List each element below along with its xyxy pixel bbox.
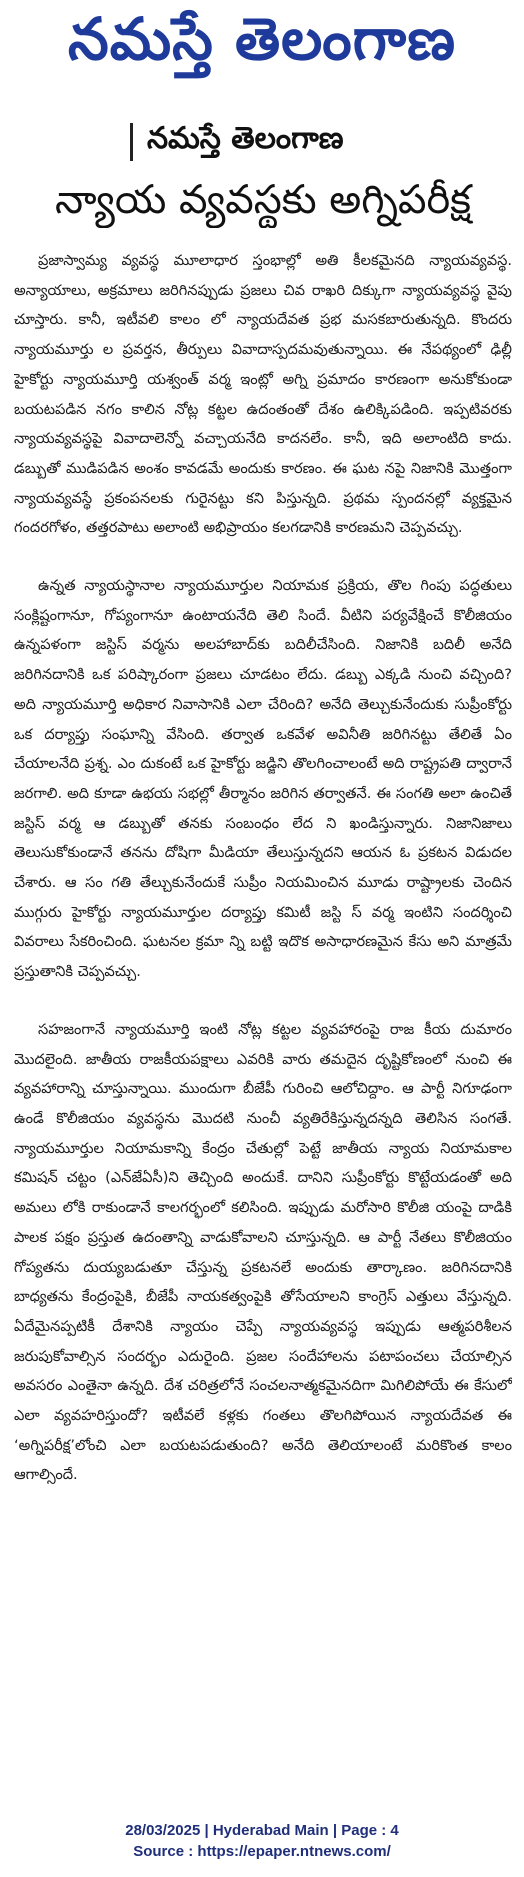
brand-label: నమస్తే తెలంగాణ [147,121,344,156]
article-paragraph-3: సహజంగానే న్యాయమూర్తి ఇంటి నోట్ల కట్టల వ్యవహారంపై రాజ కీయ దుమారం మొదలైంది. జాతీయ రాజకీయపక్షాలు ఎవరికి వారు తమదైన దృష్టికోణంలో నుంచి ఈ వ్యవహారాన్ని చూస్తున్నాయి. ముందుగా బీజేపీ గురించి ఆలోచిద్దాం. ఆ పార్టీ నిగూఢంగా ఉండే కొలీజియం వ్యవస్థను మొదటి నుంచీ వ్యతిరేకిస్తున్నదన్నది తెలిసిన సంగతే. న్యాయమూర్తుల నియామకాన్ని కేంద్రం చేతుల్లో పెట్టే జాతీయ న్యాయ నియామకాల కమిషన్ చట్టం (ఎన్‌జేఏసీ)ని తెచ్చింది అందుకే. దానిని సుప్రీంకోర్టు కొట్టేయడంతో అది అమలు లోకి రాకుండానే కాలగర్భంలో కలిసింది. ఇప్పుడు మరోసారి కొలీజి యంపై దాడికి పాలక పక్షం ప్రస్తుత ఉదంతాన్ని వాడుకోవాలని చూస్తున్నది. ఆ పార్టీ నేతలు కొలీజియం గోప్యతను దుయ్యబడుతూ చేస్తున్న ప్రకటనలే అందుకు తార్కాణం. జరిగినదానికి బాధ్యతను కేంద్రంపైకి, బీజేపీ నాయకత్వంపైకి తోసేయాలని కాంగ్రెస్ ఎత్తులు వేస్తున్నది. ఏదేమైనప్పటికీ దేశానికి న్యాయం చెప్పే న్యాయవ్యవస్థ ఇప్పుడు ఆత్మపరిశీలన జరుపుకోవాల్సిన సందర్భం ఎదురైంది. ప్రజల సందేహాలను పటాపంచలు చేయాల్సిన అవసరం ఎంతైనా ఉన్నది. దేశ చరిత్రలోనే సంచలనాత్మకమైనదిగా మిగిలిపోయే ఈ కేసులో ఎలా వ్యవహరిస్తుందో? ఇటీవలే కళ్లకు గంతలు తొలగిపోయిన న్యాయదేవత ఈ ‘అగ్నిపరీక్ష’లోంచి ఎలా బయటపడుతుంది? అనేది తెలియాలంటే మరికొంత కాలం ఆగాల్సిందే. [14,1020,512,1484]
article-paragraph-2: ఉన్నత న్యాయస్థానాల న్యాయమూర్తుల నియామక ప్రక్రియ, తొల గింపు పద్ధతులు సంక్లిష్టంగానూ, గోప్యంగానూ ఉంటాయనేది తెలి సిందే. వీటిని పర్యవేక్షించే కొలీజియం ఉన్నపళంగా జస్టిస్ వర్మను అలహాబాద్‌కు బదిలీచేసింది. నిజానికి బదిలీ అనేది జరిగినదానికి ఒక పరిష్కారంగా ప్రజలు చూడటం లేదు. డబ్బు ఎక్కడి నుంచి వచ్చింది? అది న్యాయమూర్తి అధికార నివాసానికి ఎలా చేరింది? అనేది తెల్చుకునేందుకు సుప్రీంకోర్టు ఒక దర్యాప్తు సంఘాన్ని వేసింది. తర్వాత ఒకవేళ అవినీతి జరిగినట్టు తేలితే ఏం చేయాలనేది ప్రశ్న. ఎం దుకంటే ఒక హైకోర్టు జడ్జిని తొలగించాలంటే అది రాష్ట్రపతి ద్వారానే జరగాలి. అది కూడా ఉభయ సభల్లో తీర్మానం జరిగిన తర్వాతనే. ఈ సంగతి అలా ఉంచితే జస్టిస్ వర్మ ఆ డబ్బుతో తనకు సంబంధం లేద ని ఖండిస్తున్నారు. నిజానిజాలు తెలుసుకోకుండానే తనను దోషిగా మీడియా తేలుస్తున్నదని ఆయన ఓ ప్రకటన విడుదల చేశారు. ఆ సం గతి తేల్చుకునేందుకే సుప్రీం నియమించిన మూడు రాష్ట్రాలకు చెందిన ముగ్గురు హైకోర్టు న్యాయమూర్తుల దర్యాప్తు కమిటీ జస్టి స్ వర్మ ఇంటిని సందర్శించి వివరాలు సేకరించింది. ఘటనల క్రమా న్ని బట్టి ఇదొక అసాధారణమైన కేసు అని మాత్రమే ప్రస్తుతానికి చెప్పవచ్చు. [14,577,512,981]
newspaper-masthead [0,0,524,92]
brand-label-bar [130,121,400,163]
article-paragraph-1: ప్రజాస్వామ్య వ్యవస్థ మూలాధార స్తంభాల్లో అతి కీలకమైనది న్యాయవ్యవస్థ. అన్యాయాలు, అక్రమాలు జరిగినప్పుడు ప్రజలు చివ రాఖరి దిక్కుగా న్యాయవ్యవస్థ వైపు చూస్తారు. కానీ, ఇటీవలి కాలం లో న్యాయదేవత ప్రభ మసకబారుతున్నది. కొందరు న్యాయమూర్తు ల ప్రవర్తన, తీర్పులు వివాదాస్పదమవుతున్నాయి. ఈ నేపథ్యంలో ఢిల్లీ హైకోర్టు న్యాయమూర్తి యశ్వంత్ వర్మ ఇంట్లో అగ్ని ప్రమాదం కారణంగా అనుకోకుండా బయటపడిన నగం కాలిన నోట్ల కట్టల ఉదంతంతో దేశం ఉలిక్కిపడింది. ఇప్పటివరకు న్యాయవ్యవస్థపై వివాదాలెన్నో వచ్చాయనేది కాదనలేం. కానీ, ఇది అలాంటిది కాదు. డబ్బుతో ముడిపడిన అంశం కావడమే అందుకు కారణం. ఈ ఘట నపై నిజానికి మొత్తంగా న్యాయవ్యవస్థే ప్రకంపనలకు గురైనట్టు కని పిస్తున్నది. ప్రథమ స్పందనల్లో వ్యక్తమైన గందరగోళం, తత్తరపాటు అలాంటి అభిప్రాయం కలగడానికి కారణమని చెప్పవచ్చు. [14,252,512,537]
clipping-footer [0,1820,524,1862]
article-headline: న్యాయ వ్యవస్థకు అగ్నిపరీక్ష [54,177,472,223]
article-body [14,246,512,1806]
edition-info: 28/03/2025 | Hyderabad Main | Page : 4 [125,1822,399,1839]
masthead-title: నమస్తే తెలంగాణ [68,4,456,73]
brand-divider [130,123,133,161]
source-link[interactable]: Source : https://epaper.ntnews.com/ [133,1843,391,1860]
